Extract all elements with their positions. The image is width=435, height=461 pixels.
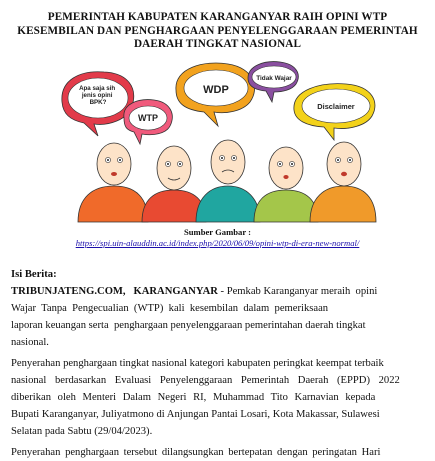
- article-body: [11, 266, 429, 461]
- lead-text: - Pemkab Karanganyar meraih opini: [217, 286, 378, 297]
- paragraph-1-line-1: [11, 283, 429, 300]
- person-4: [254, 147, 318, 222]
- illustration-figure: [58, 60, 380, 222]
- paragraph-2-line-5: Selatan pada Sabtu (29/04/2023).: [11, 426, 153, 437]
- speech-bubble-question: [62, 72, 134, 136]
- person-1: [78, 143, 148, 222]
- paragraph-2: [11, 355, 429, 440]
- caption-label: Sumber Gambar :: [183, 227, 251, 237]
- paragraph-2-line-1: Penyerahan penghargaan tingkat nasional kategori kabupaten peringkat keempat terbaik: [11, 358, 384, 369]
- opinion-people-illustration: [58, 60, 380, 222]
- person-3: [196, 140, 260, 222]
- article-title: [10, 11, 425, 52]
- speech-bubble-wdp: [176, 63, 255, 126]
- dateline: TRIBUNJATENG.COM, KARANGANYAR: [11, 286, 218, 297]
- paragraph-2-line-2: nasional berdasarkan Evaluasi Penyelenggaraan Pemerintah Daerah (EPPD) 2022: [11, 375, 400, 386]
- person-5: [310, 142, 376, 222]
- bubble-disclaimer-text: Disclaimer: [317, 102, 355, 111]
- bubble-wtp-text: WTP: [138, 113, 158, 123]
- section-heading: Isi Berita:: [11, 269, 57, 280]
- paragraph-2-line-3: diberikan oleh Menteri Dalam Negeri RI, Muhammad Tito Karnavian kepada: [11, 392, 376, 403]
- paragraph-1-line-3: laporan keuangan serta penghargaan penyelenggaraan pemerintahan daerah tingkat: [11, 320, 366, 331]
- title-line-1: PEMERINTAH KABUPATEN KARANGANYAR RAIH OPINI WTP: [47, 11, 388, 23]
- paragraph-1-line-2: Wajar Tanpa Pengecualian (WTP) kali kesembilan dalam pemeriksaan: [11, 303, 329, 314]
- bubble-tidak-wajar-text: Tidak Wajar: [256, 75, 292, 82]
- caption-source-link[interactable]: https://spi.uin-alauddin.ac.id/index.php/2020/06/09/opini-wtp-di-era-new-normal/: [75, 237, 360, 248]
- title-line-2: KESEMBILAN DAN PENGHARGAAN PENYELENGGARAAN PEMERINTAH: [17, 24, 418, 37]
- paragraph-1: [11, 283, 429, 351]
- paragraph-3-line-1: Penyerahan penghargaan tersebut dilangsungkan bertepatan dengan peringatan Hari: [11, 447, 381, 458]
- title-line-3: DAERAH TINGKAT NASIONAL: [133, 38, 302, 50]
- figure-caption: [20, 227, 415, 248]
- paragraph-2-line-4: Bupati Karanganyar, Juliyatmono di Anjungan Pantai Losari, Kota Makassar, Sulawesi: [11, 409, 380, 420]
- bubble-wdp-text: WDP: [203, 84, 229, 96]
- speech-bubble-disclaimer: [294, 84, 375, 140]
- person-2: [142, 146, 206, 222]
- paragraph-3: [11, 444, 429, 461]
- speech-bubble-wtp: [124, 100, 172, 144]
- bubble-question-text: Apa saja sih jenis opini BPK?: [79, 85, 116, 106]
- speech-bubble-tidak-wajar: [248, 62, 298, 102]
- paragraph-1-line-4: nasional.: [11, 337, 49, 348]
